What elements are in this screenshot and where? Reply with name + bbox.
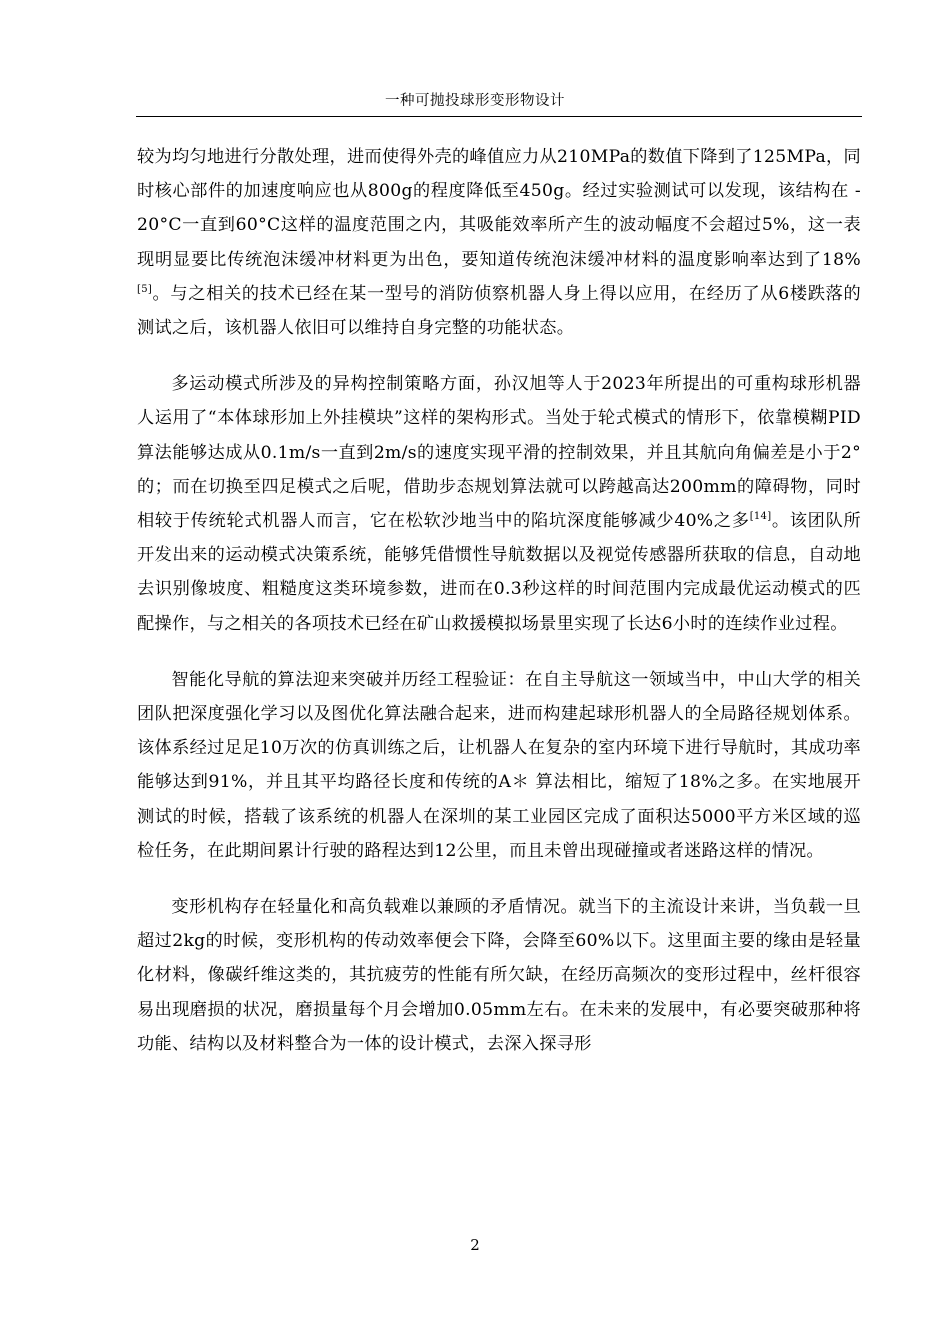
header-divider xyxy=(136,116,862,117)
citation-14: [14] xyxy=(749,511,772,523)
paragraph-3 xyxy=(137,663,861,868)
document-body xyxy=(137,140,861,1083)
citation-5: [5] xyxy=(137,283,153,295)
paragraph-1-text: 较为均匀地进行分散处理，进而使得外壳的峰值应力从210MPa的数值下降到了125MPa，同时核心部件的加速度响应也从800g的程度降低至450g。经过实验测试可以发现，该结构在 - 20°C一直到60°C这样的温度范围之内，其吸能效率所产生的波动幅度不会超过5%，这一表现明显要比传统泡沫缓冲材料更为出色，要知道传统泡沫缓冲材料的温度影响率达到了18% xyxy=(137,147,861,270)
paragraph-4-text: 变形机构存在轻量化和高负载难以兼顾的矛盾情况。就当下的主流设计来讲，当负载一旦超过2kg的时候，变形机构的传动效率便会下降，会降至60%以下。这里面主要的缘由是轻量化材料，像碳纤维这类的，其抗疲劳的性能有所欠缺，在经历高频次的变形过程中，丝杆很容易出现磨损的状况，磨损量每个月会增加0.05mm左右。在未来的发展中，有必要突破那种将功能、结构以及材料整合为一体的设计模式，去深入探寻形 xyxy=(137,897,861,1054)
running-header-title: 一种可抛投球形变形物设计 xyxy=(385,93,565,109)
paragraph-3-text: 智能化导航的算法迎来突破并历经工程验证：在自主导航这一领域当中，中山大学的相关团队把深度强化学习以及图优化算法融合起来，进而构建起球形机器人的全局路径规划体系。该体系经过足足10万次的仿真训练之后，让机器人在复杂的室内环境下进行导航时，其成功率能够达到91%，并且其平均路径长度和传统的A＊ 算法相比，缩短了18%之多。在实地展开测试的时候，搭载了该系统的机器人在深圳的某工业园区完成了面积达5000平方米区域的巡检任务，在此期间累计行驶的路程达到12公里，而且未曾出现碰撞或者迷路这样的情况。 xyxy=(137,669,861,861)
page-number: 2 xyxy=(470,1236,480,1254)
paragraph-2 xyxy=(137,367,861,641)
paragraph-1-text-after: 。与之相关的技术已经在某一型号的消防侦察机器人身上得以应用，在经历了从6楼跌落的测试之后，该机器人依旧可以维持自身完整的功能状态。 xyxy=(137,283,861,339)
paragraph-4 xyxy=(137,890,861,1061)
paragraph-1 xyxy=(137,140,861,345)
paragraph-2-text: 多运动模式所涉及的异构控制策略方面，孙汉旭等人于2023年所提出的可重构球形机器人运用了“本体球形加上外挂模块”这样的架构形式。当处于轮式模式的情形下，依靠模糊PID算法能够达成从0.1m/s一直到2m/s的速度实现平滑的控制效果，并且其航向角偏差是小于2°的；而在切换至四足模式之后呢，借助步态规划算法就可以跨越高达200mm的障碍物，同时相较于传统轮式机器人而言，它在松软沙地当中的陷坑深度能够减少40%之多 xyxy=(137,374,861,532)
paragraph-2-text-after: 。该团队所开发出来的运动模式决策系统，能够凭借惯性导航数据以及视觉传感器所获取的信息，自动地去识别像坡度、粗糙度这类环境参数，进而在0.3秒这样的时间范围内完成最优运动模式的匹配操作，与之相关的各项技术已经在矿山救援模拟场景里实现了长达6小时的连续作业过程。 xyxy=(137,511,861,634)
